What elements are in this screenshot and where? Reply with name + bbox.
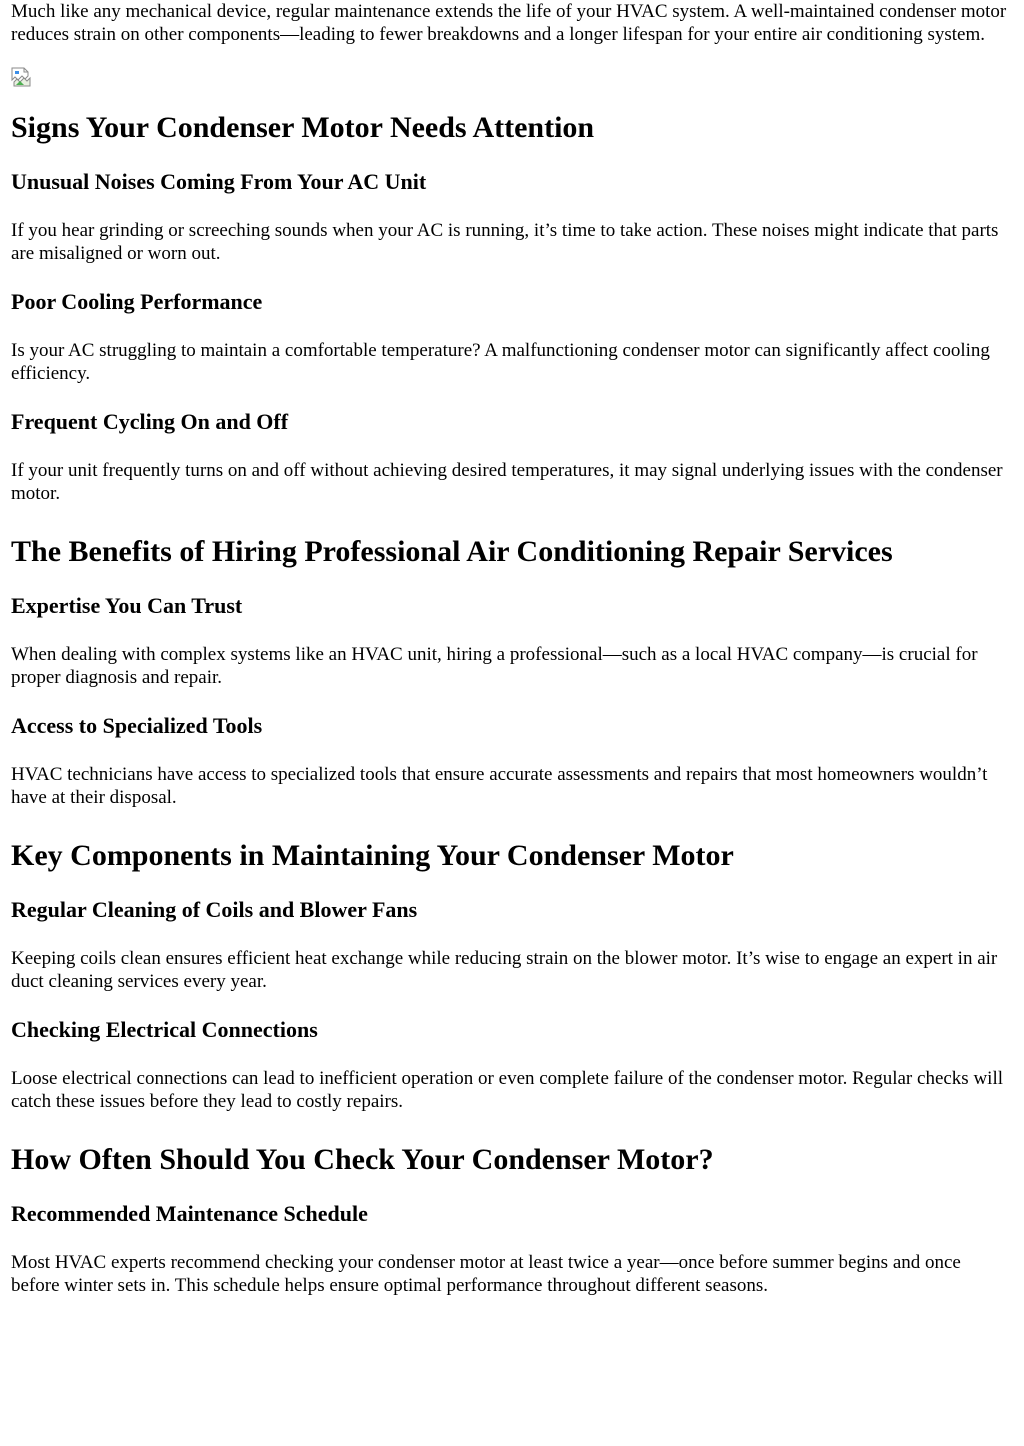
broken-image-icon	[11, 67, 31, 87]
subsection-heading: Frequent Cycling On and Off	[11, 409, 289, 434]
intro-paragraph: Much like any mechanical device, regular maintenance extends the life of your HVAC system. A well-maintained condenser motor reduces strain on other components—leading to fewer breakdowns and a longer lifespan for your entire air conditioning system.	[11, 1, 1007, 45]
subsection-heading: Unusual Noises Coming From Your AC Unit	[11, 169, 427, 194]
section-heading: The Benefits of Hiring Professional Air Conditioning Repair Services	[11, 535, 893, 568]
subsection-heading: Poor Cooling Performance	[11, 289, 263, 314]
subsection-body: Loose electrical connections can lead to inefficient operation or even complete failure of the condenser motor. Regular checks will catch these issues before they lead to costly repairs.	[11, 1068, 1004, 1112]
subsection-body: HVAC technicians have access to specialized tools that ensure accurate assessments and repairs that most homeowners wouldn’t have at their disposal.	[11, 764, 988, 808]
section-heading: Signs Your Condenser Motor Needs Attention	[11, 111, 595, 144]
subsection-body: Keeping coils clean ensures efficient heat exchange while reducing strain on the blower motor. It’s wise to engage an expert in air duct cleaning services every year.	[11, 948, 998, 992]
subsection-body: If your unit frequently turns on and off without achieving desired temperatures, it may signal underlying issues with the condenser motor.	[11, 460, 1003, 504]
section-heading: Key Components in Maintaining Your Condenser Motor	[11, 839, 734, 872]
subsection-heading: Regular Cleaning of Coils and Blower Fans	[11, 897, 418, 922]
subsection-body: When dealing with complex systems like an HVAC unit, hiring a professional—such as a local HVAC company—is crucial for proper diagnosis and repair.	[11, 644, 978, 688]
subsection-body: If you hear grinding or screeching sounds when your AC is running, it’s time to take action. These noises might indicate that parts are misaligned or worn out.	[11, 220, 999, 264]
subsection-body: Is your AC struggling to maintain a comfortable temperature? A malfunctioning condenser motor can significantly affect cooling efficiency.	[11, 340, 990, 384]
subsection-heading: Access to Specialized Tools	[11, 713, 263, 738]
subsection-heading: Checking Electrical Connections	[11, 1017, 318, 1042]
subsection-heading: Expertise You Can Trust	[11, 593, 243, 618]
section-heading: How Often Should You Check Your Condenser Motor?	[11, 1143, 714, 1176]
subsection-body: Most HVAC experts recommend checking your condenser motor at least twice a year—once before summer begins and once before winter sets in. This schedule helps ensure optimal performance throughout different seasons.	[11, 1252, 961, 1296]
subsection-heading: Recommended Maintenance Schedule	[11, 1201, 368, 1226]
